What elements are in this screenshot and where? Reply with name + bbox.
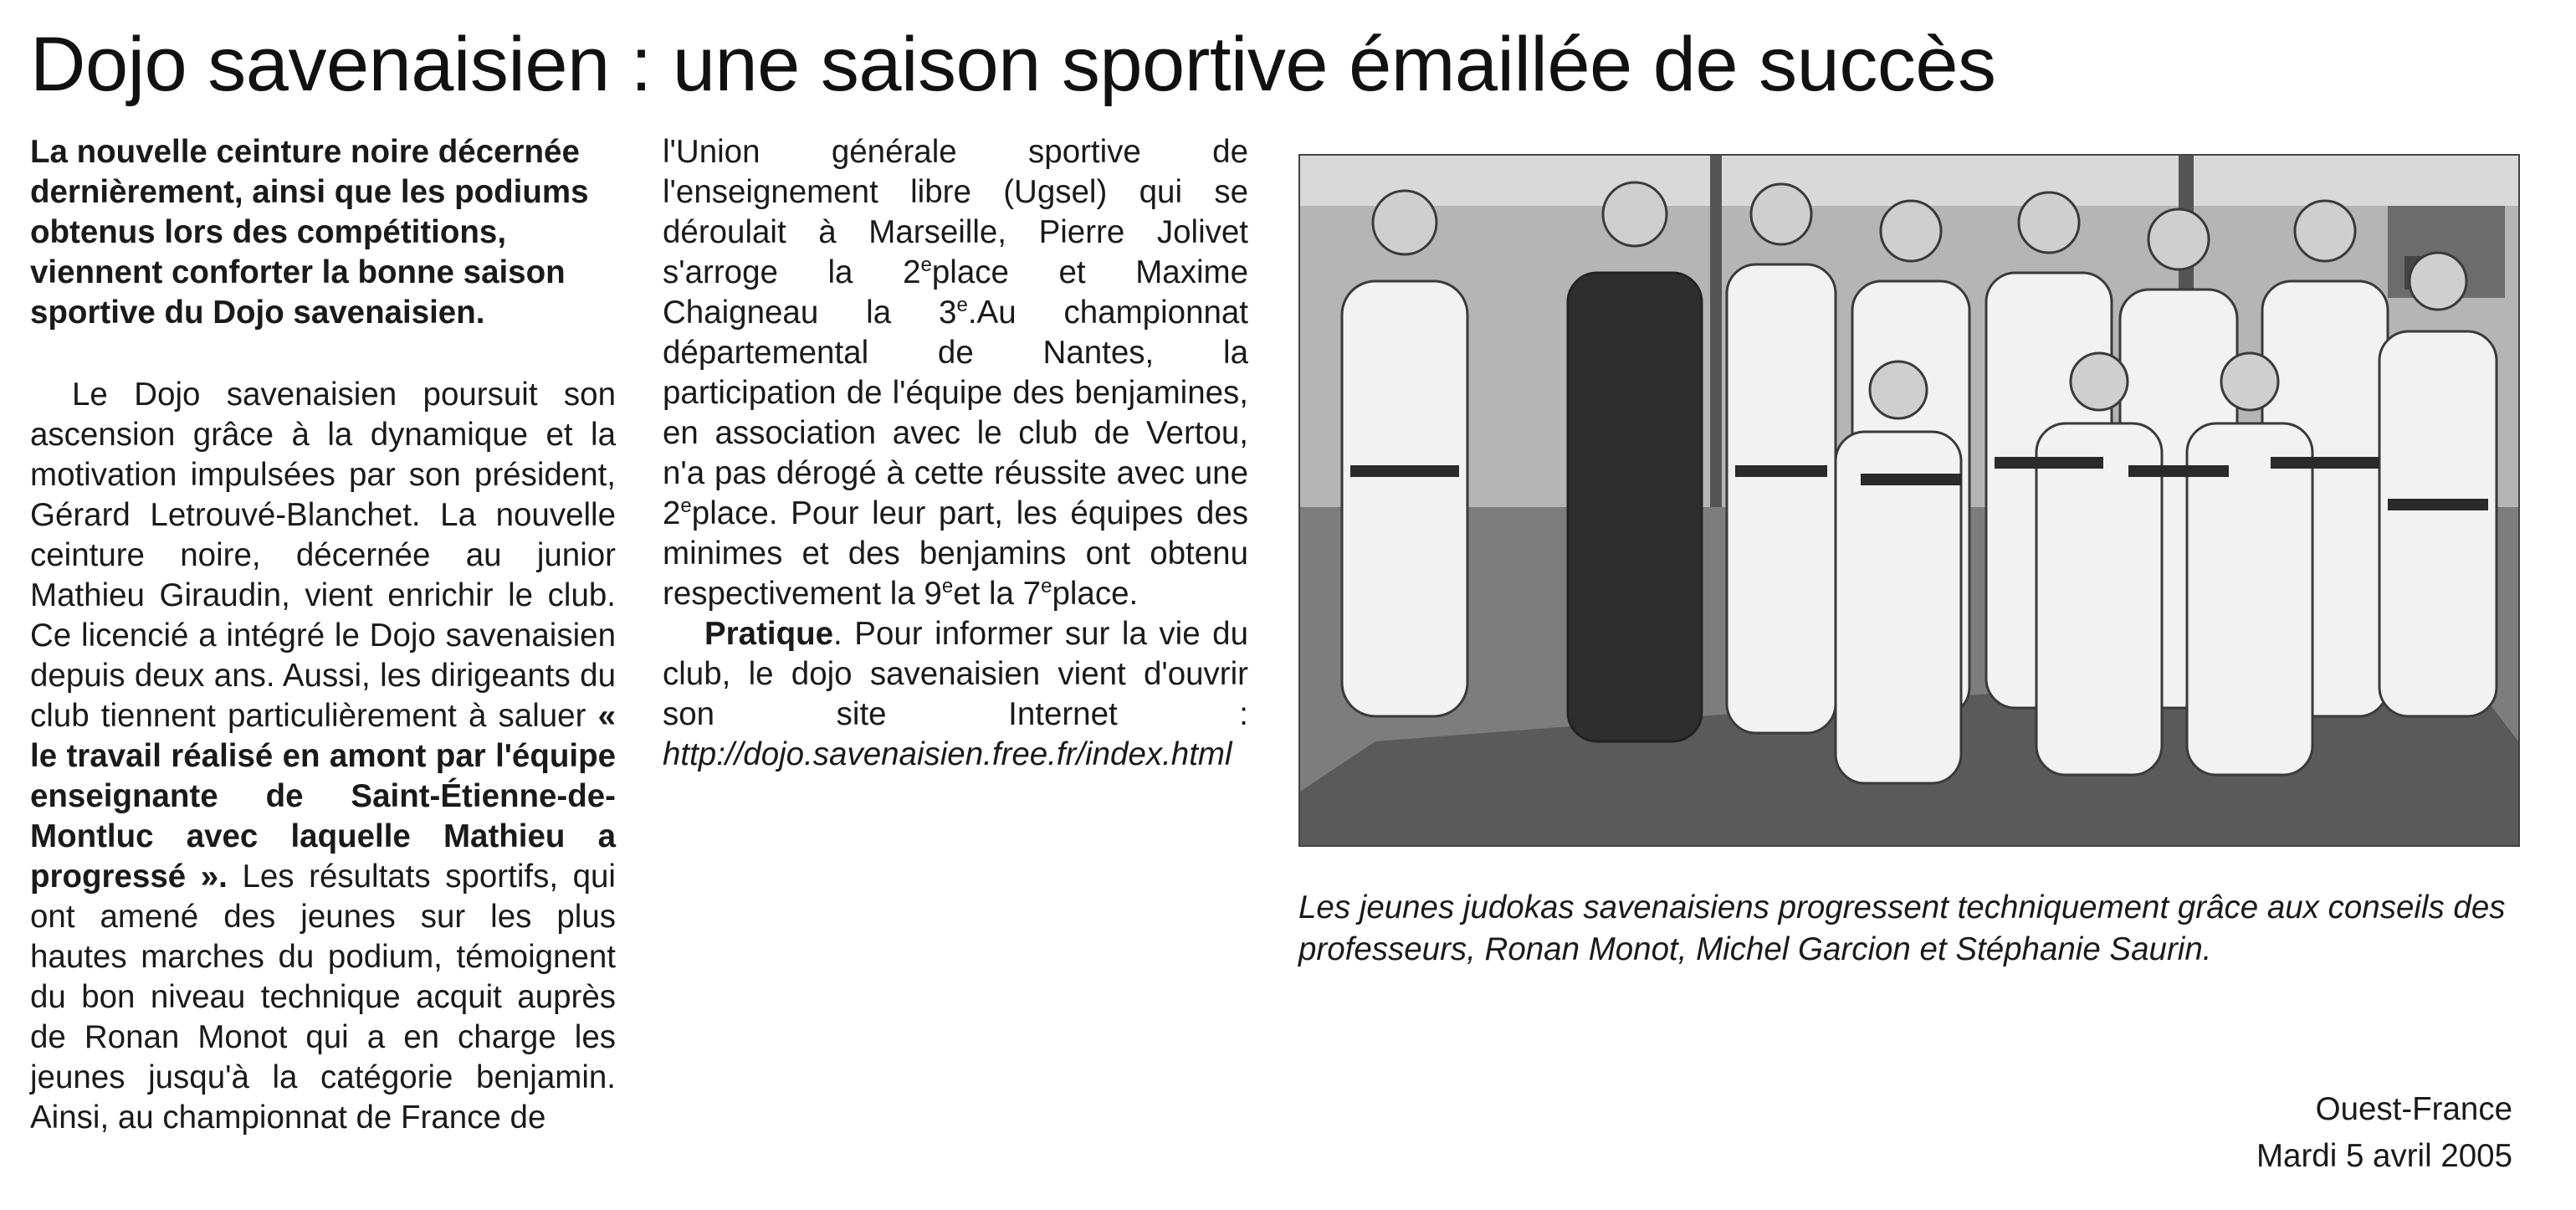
practical-text: . Pour informer sur la vie du club, le dojo savenaisien vient d'ouvrir son site Internet : — [663, 616, 1248, 732]
quote: « le travail réalisé en amont par l'équipe enseignante de Saint-Étienne-de-Montluc avec laquelle Mathieu a progressé ». — [30, 698, 616, 895]
body-text-cont: et la 7 — [953, 576, 1042, 612]
publication-name: Ouest-France — [2315, 1091, 2512, 1127]
body-paragraph — [30, 375, 616, 1138]
source-credit — [2256, 1086, 2512, 1180]
article-column-1 — [30, 132, 616, 1138]
body-text-cont: l'Union générale sportive de l'enseignement libre (Ugsel) qui se déroulait à Marseille, Pierre Jolivet s'arroge la 2 — [663, 134, 1248, 290]
practical-label: Pratique — [704, 616, 834, 652]
headline: Dojo savenaisien : une saison sportive émaillée de succès — [30, 22, 1996, 107]
body-text-cont: Les résultats sportifs, qui ont amené des jeunes sur les plus hautes marches du podium, témoignent du bon niveau technique acquit auprès de Ronan Monot qui a en charge les jeunes jusqu'à la catégorie benjamin. Ainsi, au championnat de France de — [30, 859, 616, 1136]
photo-illustration — [1300, 156, 2518, 845]
photo-caption: Les jeunes judokas savenaisiens progressent techniquement grâce aux conseils des professeurs, Ronan Monot, Michel Garcion et Stéphanie Saurin. — [1298, 890, 2506, 967]
body-text-cont: place et Maxime Chaigneau la 3 — [663, 254, 1248, 331]
publication-date: Mardi 5 avril 2005 — [2256, 1138, 2512, 1174]
website-link[interactable]: http://dojo.savenaisien.free.fr/index.html — [663, 736, 1232, 772]
superscript: e — [680, 495, 692, 518]
practical-paragraph — [663, 614, 1248, 775]
article-column-2 — [663, 132, 1248, 775]
team-photo — [1298, 154, 2520, 847]
body-text-cont: place. — [1052, 576, 1139, 612]
body-text-cont: place. Pour leur part, les équipes des minimes et des benjamins ont obtenu respectivement la 9 — [663, 495, 1248, 612]
lede: La nouvelle ceinture noire décernée dernièrement, ainsi que les podiums obtenus lors des compétitions, viennent conforter la bonne saison sportive du Dojo savenaisien. — [30, 134, 589, 331]
superscript: e — [956, 294, 968, 317]
body-paragraph-cont — [663, 132, 1248, 614]
body-text-cont: . — [967, 295, 977, 331]
superscript: e — [1041, 575, 1052, 598]
superscript: e — [920, 254, 932, 277]
superscript: e — [941, 575, 954, 598]
body-text-cont: Au championnat départemental de Nantes, la participation de l'équipe des benjamines, en association avec le club de Vertou, n'a pas dérogé à cette réussite avec une 2 — [663, 295, 1248, 531]
body-text: Le Dojo savenaisien poursuit son ascension grâce à la dynamique et la motivation impulsées par son président, Gérard Letrouvé-Blanchet. La nouvelle ceinture noire, décernée au junior Mathieu Giraudin, vient enrichir le club. Ce licencié a intégré le Dojo savenaisien depuis deux ans. Aussi, les dirigeants du club tiennent particulièrement à saluer — [30, 377, 616, 734]
